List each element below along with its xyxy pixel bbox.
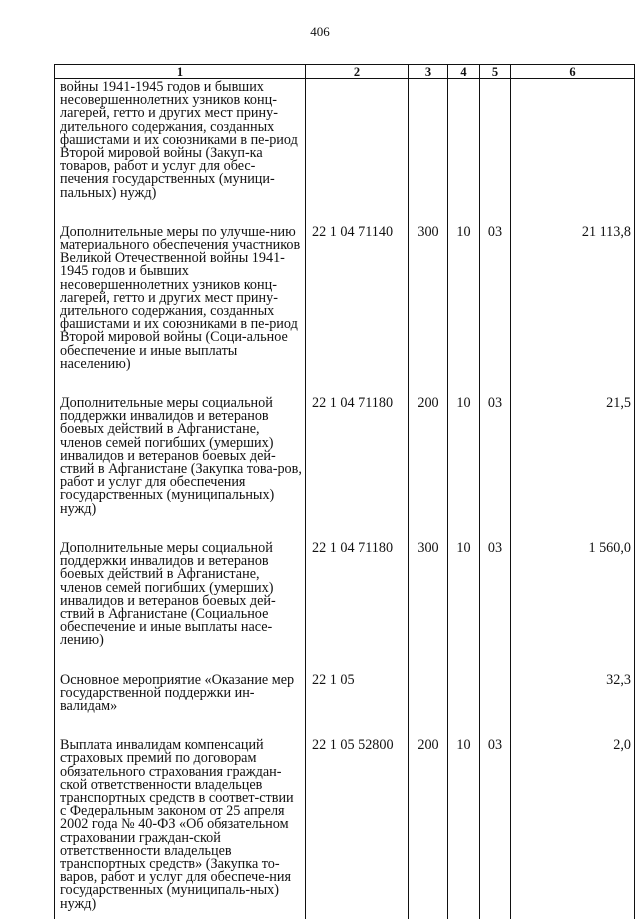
row-code: 22 1 04 71180 [306, 519, 409, 651]
row-amount [511, 79, 635, 203]
row-code: 22 1 05 [306, 651, 409, 717]
row-description: Дополнительные меры по улучше-нию материального обеспечения участников Великой Отечественной войны 1941-1945 годов и бывших несовершеннолетних узников конц-лагерей, гетто и других мест прину-дительного содержания, созданных фашистами и их союзниками в пе-риод Второй мировой войны (Соци-альное обеспечение и иные выплаты населению) [55, 203, 306, 374]
row-subsection [480, 651, 511, 717]
column-header: 1 [55, 65, 306, 79]
row-description: Выплата инвалидам компенсаций страховых премий по договорам обязательного страхования граждан-ской ответственности владельцев транспортных средств в соответ-ствии с Федеральным законом от 25 апреля 2002 года № 40-ФЗ «Об обязательном страховании граждан-ской ответственности владельцев транспортных средств» (Закупка то-варов, работ и услуг для обеспече-ния государственных (муниципаль-ных) нужд) [55, 716, 306, 919]
page-number: 406 [310, 24, 330, 39]
table-row [55, 79, 635, 203]
row-expense-type: 200 [409, 374, 448, 519]
row-code: 22 1 05 52800 [306, 716, 409, 919]
row-expense-type: 300 [409, 519, 448, 651]
row-section: 10 [448, 716, 480, 919]
column-header: 4 [448, 65, 480, 79]
row-amount: 1 560,0 [511, 519, 635, 651]
row-amount: 21,5 [511, 374, 635, 519]
row-description: Дополнительные меры социальной поддержки инвалидов и ветеранов боевых действий в Афганистане, членов семей погибших (умерших) инвалидов и ветеранов боевых дей-ствий в Афганистане (Социальное обеспечение и иные выплаты насе-лению) [55, 519, 306, 651]
row-amount: 32,3 [511, 651, 635, 717]
row-section: 10 [448, 203, 480, 374]
row-subsection: 03 [480, 519, 511, 651]
row-expense-type [409, 79, 448, 203]
row-description: Дополнительные меры социальной поддержки инвалидов и ветеранов боевых действий в Афганистане, членов семей погибших (умерших) инвалидов и ветеранов боевых дей-ствий в Афганистане (Закупка това-ров, работ и услуг для обеспечения государственных (муниципальных) нужд) [55, 374, 306, 519]
column-header: 5 [480, 65, 511, 79]
row-subsection: 03 [480, 374, 511, 519]
row-subsection: 03 [480, 716, 511, 919]
table-row [55, 716, 635, 919]
row-amount: 2,0 [511, 716, 635, 919]
row-section: 10 [448, 519, 480, 651]
column-header: 6 [511, 65, 635, 79]
row-description: Основное мероприятие «Оказание мер государственной поддержки ин-валидам» [55, 651, 306, 717]
column-header: 3 [409, 65, 448, 79]
row-amount: 21 113,8 [511, 203, 635, 374]
table-row [55, 203, 635, 374]
row-code: 22 1 04 71140 [306, 203, 409, 374]
row-subsection: 03 [480, 203, 511, 374]
budget-table [54, 64, 635, 919]
table-row [55, 651, 635, 717]
row-code [306, 79, 409, 203]
row-section: 10 [448, 374, 480, 519]
row-expense-type [409, 651, 448, 717]
row-expense-type: 300 [409, 203, 448, 374]
column-header: 2 [306, 65, 409, 79]
row-section [448, 79, 480, 203]
row-expense-type: 200 [409, 716, 448, 919]
table-row [55, 374, 635, 519]
row-subsection [480, 79, 511, 203]
header-row [55, 65, 635, 79]
row-description: войны 1941-1945 годов и бывших несовершеннолетних узников конц-лагерей, гетто и других мест прину-дительного содержания, созданных фашистами и их союзниками в пе-риод Второй мировой войны (Закуп-ка товаров, работ и услуг для обес-печения государственных (муници-пальных) нужд) [55, 79, 306, 203]
row-code: 22 1 04 71180 [306, 374, 409, 519]
table-row [55, 519, 635, 651]
row-section [448, 651, 480, 717]
